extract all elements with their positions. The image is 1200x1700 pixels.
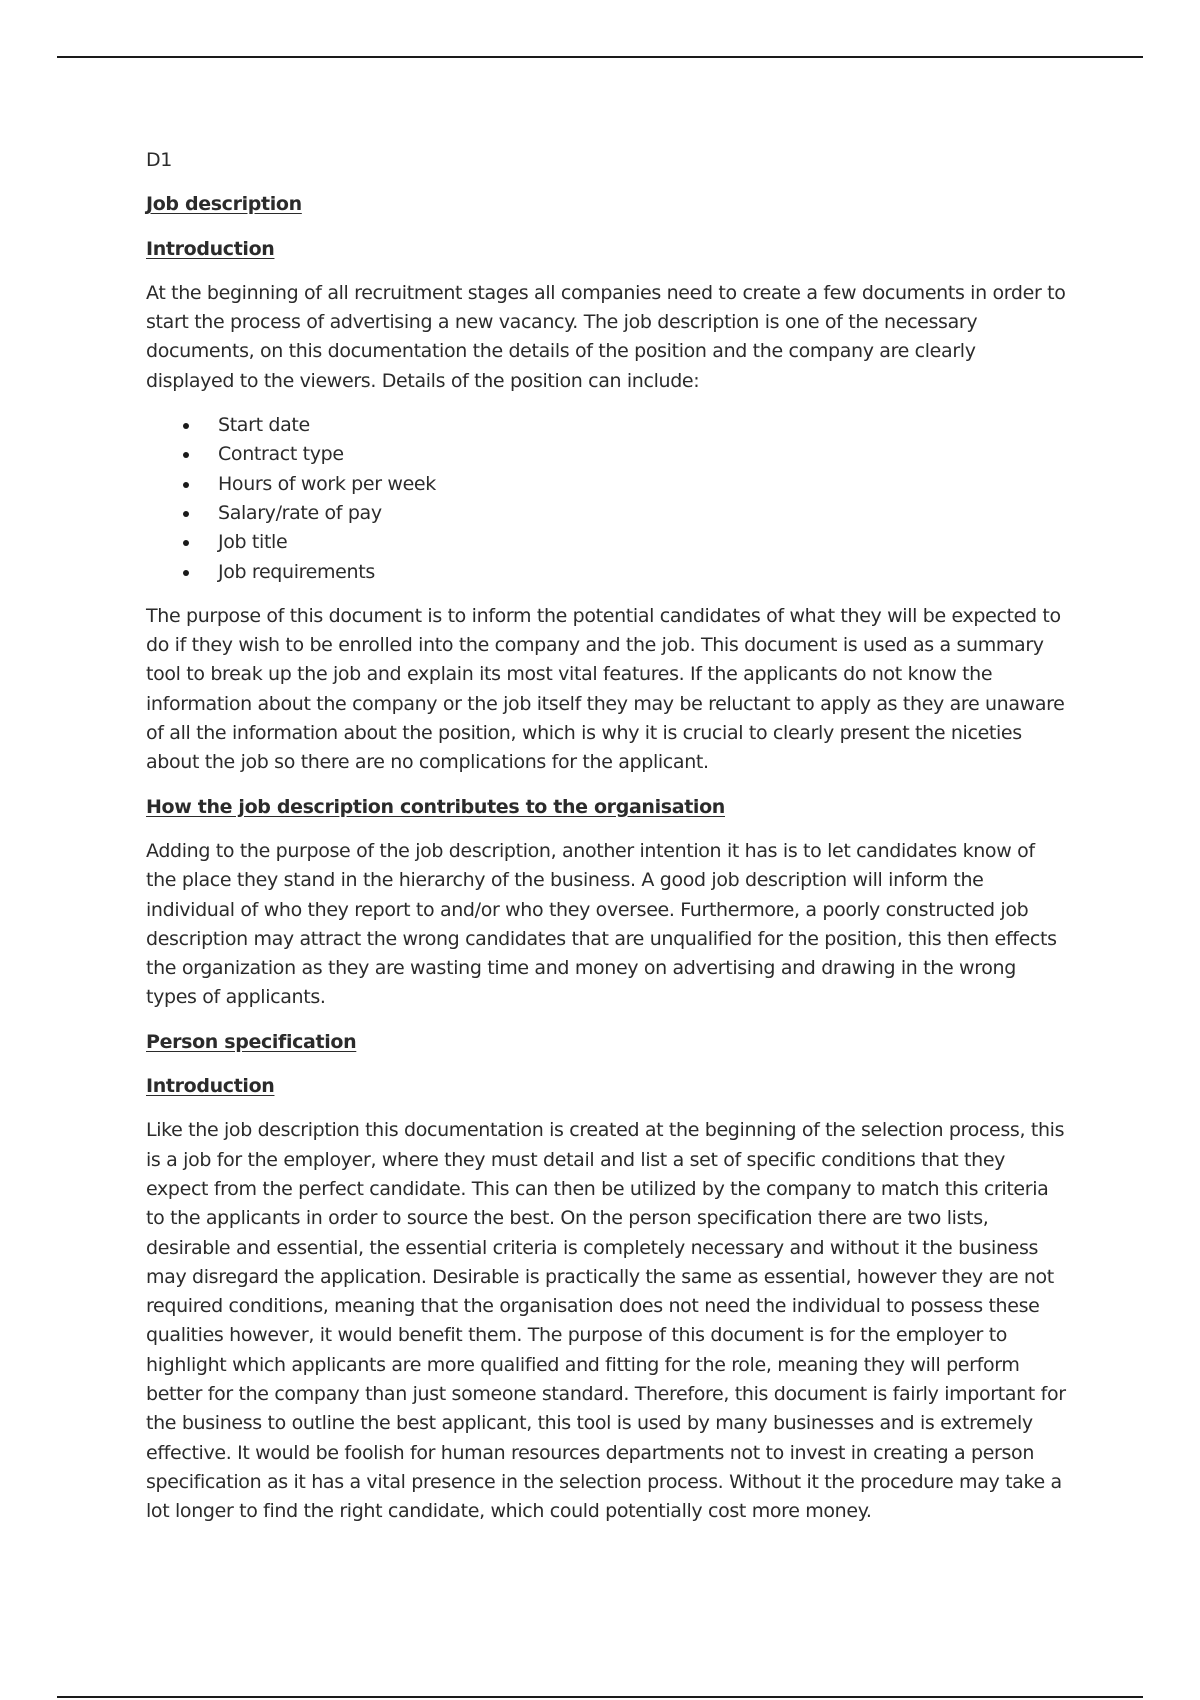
footer-rule: [57, 1696, 1143, 1698]
person-specification-intro-heading: Introduction: [146, 1075, 275, 1098]
contribution-heading: How the job description contributes to the organisation: [146, 795, 725, 818]
contribution-paragraph: Adding to the purpose of the job description, another intention it has is to let candidates know of the place they stand in the hierarchy of the business. A good job description will inform the individual of who they report to and/or who they oversee. Furthermore, a poorly constructed job description may attract the wrong candidates that are unqualified for the position, this then effects the organization as they are wasting time and money on advertising and drawing in the wrong types of applicants.: [146, 839, 1057, 1009]
header-rule: [57, 56, 1143, 58]
job-description-purpose-paragraph: The purpose of this document is to inform the potential candidates of what they will be expected to do if they wish to be enrolled into the company and the job. This document is used as a summary tool to break up the job and explain its most vital features. If the applicants do not know the information about the company or the job itself they may be reluctant to apply as they are unaware of all the information about the position, which is why it is crucial to clearly present the niceties about the job so there are no complications for the applicant.: [146, 604, 1065, 774]
position-details-list: [146, 411, 1066, 587]
list-item: Job title: [146, 528, 1066, 557]
document-body: [146, 146, 1066, 1541]
list-item: Start date: [146, 411, 1066, 440]
list-item: Salary/rate of pay: [146, 499, 1066, 528]
list-item: Contract type: [146, 440, 1066, 469]
list-item: Hours of work per week: [146, 470, 1066, 499]
job-description-intro-paragraph: At the beginning of all recruitment stages all companies need to create a few documents in order to start the process of advertising a new vacancy. The job description is one of the necessary documents, on this documentation the details of the position and the company are clearly displayed to the viewers. Details of the position can include:: [146, 281, 1066, 392]
list-item: Job requirements: [146, 558, 1066, 587]
person-specification-heading: Person specification: [146, 1030, 357, 1053]
job-description-intro-heading: Introduction: [146, 237, 275, 260]
section-code: D1: [146, 149, 173, 171]
job-description-heading: Job description: [146, 193, 302, 216]
person-specification-paragraph: Like the job description this documentation is created at the beginning of the selection process, this is a job for the employer, where they must detail and list a set of specific conditions that they expect from the perfect candidate. This can then be utilized by the company to match this criteria to the applicants in order to source the best. On the person specification there are two lists, desirable and essential, the essential criteria is completely necessary and without it the business may disregard the application. Desirable is practically the same as essential, however they are not required conditions, meaning that the organisation does not need the individual to possess these qualities however, it would benefit them. The purpose of this document is for the employer to highlight which applicants are more qualified and fitting for the role, meaning they will perform better for the company than just someone standard. Therefore, this document is fairly important for the business to outline the best applicant, this tool is used by many businesses and is extremely effective. It would be foolish for human resources departments not to invest in creating a person specification as it has a vital presence in the selection process. Without it the procedure may take a lot longer to find the right candidate, which could potentially cost more money.: [146, 1119, 1066, 1523]
